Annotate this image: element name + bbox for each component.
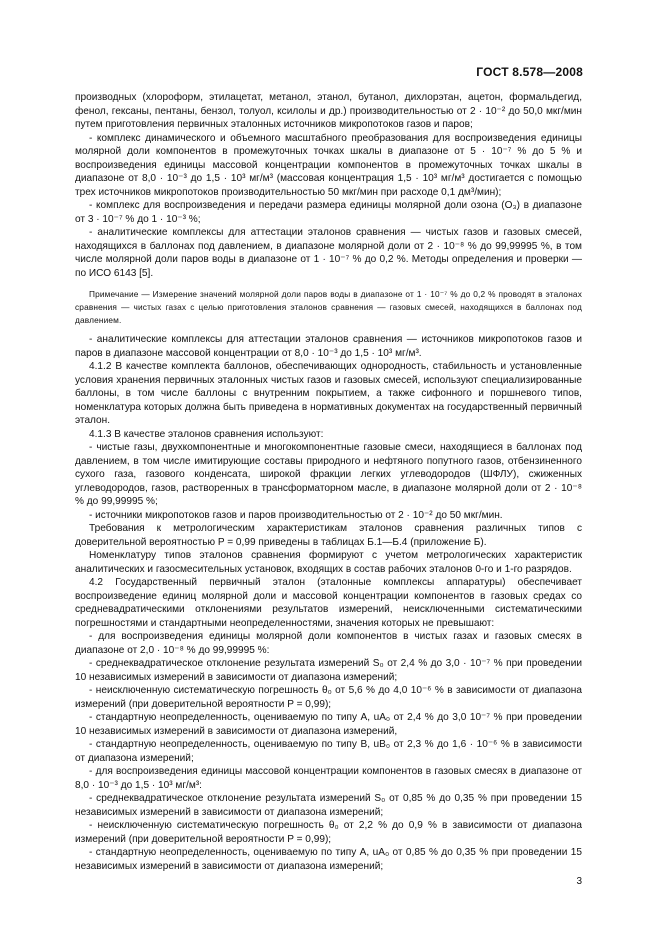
paragraph: Номенклатуру типов эталонов сравнения формируют с учетом метрологических характеристик аналитических и газосмесительных установок, входящих в состав рабочих эталонов 0-го и 1-го разрядов. <box>75 550 582 575</box>
paragraph: - стандартную неопределенность, оцениваемую по типу А, uA₀ от 2,4 % до 3,0 10⁻⁷ % при проведении 10 независимых измерений в зависимости от диапазона измерений, <box>75 712 582 737</box>
body-text <box>75 91 582 873</box>
paragraph: - неисключенную систематическую погрешность θ₀ от 5,6 % до 4,0 10⁻⁶ % в зависимости от диапазона измерений (при доверительной вероятности P = 0,99); <box>75 685 582 710</box>
paragraph: - среднеквадратическое отклонение результата измерений S₀ от 0,85 % до 0,35 % при проведении 15 независимых измерений в зависимости от диапазона измерений; <box>75 793 582 818</box>
paragraph: Требования к метрологическим характеристикам эталонов сравнения различных типов с доверительной вероятностью P = 0,99 приведены в таблицах Б.1—Б.4 (приложение Б). <box>75 523 582 548</box>
note: Примечание — Измерение значений молярной доли паров воды в диапазоне от 1 · 10⁻⁷ % до 0,2 % проводят в эталонах сравнения — чистых газах с целью приготовления эталонов сравнения — газовых смесей, находящихся в баллонах под давлением. <box>75 289 582 325</box>
paragraph: - для воспроизведения единицы молярной доли компонентов в чистых газах и газовых смесях в диапазоне от 2,0 · 10⁻⁸ % до 99,99995 %: <box>75 631 582 656</box>
paragraph: - среднеквадратическое отклонение результата измерений S₀ от 2,4 % до 3,0 · 10⁻⁷ % при проведении 10 независимых измерений в зависимости от диапазона измерений; <box>75 658 582 683</box>
paragraph: - аналитические комплексы для аттестации эталонов сравнения — источников микропотоков газов и паров в диапазоне массовой концентрации от 8,0 · 10⁻³ до 1,5 · 10³ мг/м³. <box>75 334 582 359</box>
standard-header: ГОСТ 8.578—2008 <box>476 65 583 79</box>
paragraph: - стандартную неопределенность, оцениваемую по типу В, uB₀ от 2,3 % до 1,6 · 10⁻⁶ % в зависимости от диапазона измерений; <box>75 739 582 764</box>
paragraph: - комплекс для воспроизведения и передачи размера единицы молярной доли озона (O₃) в диапазоне от 3 · 10⁻⁷ % до 1 · 10⁻³ %; <box>75 200 582 225</box>
page-number: 3 <box>576 876 582 887</box>
paragraph: - для воспроизведения единицы массовой концентрации компонентов в газовых смесях в диапазоне от 8,0 · 10⁻³ до 1,5 · 10³ мг/м³: <box>75 766 582 791</box>
paragraph: 4.1.3 В качестве эталонов сравнения используют: <box>89 428 324 440</box>
paragraph: - стандартную неопределенность, оцениваемую по типу А, uA₀ от 0,85 % до 0,35 % при проведении 15 независимых измерений в зависимости от диапазона измерений; <box>75 847 582 872</box>
paragraph: 4.2 Государственный первичный эталон (эталонные комплексы аппаратуры) обеспечивает воспроизведение единиц молярной доли и массовой концентрации компонентов в газовых средах со средневадратическими отклонениями результатов измерений, неисключенными систематическими погрешностями и стандартными неопределенностями, значения которых не превышают: <box>75 577 582 629</box>
paragraph: производных (хлороформ, этилацетат, метанол, этанол, бутанол, дихлорэтан, ацетон, формальдегид, фенол, гексаны, пентаны, бензол, толуол, ксилолы и др.) производительностью от 2 · 10⁻² до 50,0 мкг/мин путем приготовления первичных эталонных источников микропотоков газов и паров; <box>75 92 582 130</box>
paragraph: - чистые газы, двухкомпонентные и многокомпонентные газовые смеси, находящиеся в баллонах под давлением, в том числе имитирующие составы природного и нефтяного попутного газов, отбензиненного сухого газа, газового конденсата, широкой фракции легких углеводородов (ШФЛУ), сжиженных углеводородов, газов, растворенных в трансформаторном масле, в диапазоне молярной доли от 2 · 10⁻⁸ % до 99,99995 %; <box>75 442 582 507</box>
paragraph: - комплекс динамического и объемного масштабного преобразования для воспроизведения единицы молярной доли компонентов в промежуточных точках шкалы в диапазоне от 5 · 10⁻⁷ % до 5 % и воспроизведения единицы массовой концентрации компонентов в промежуточных точках шкалы в диапазоне от 8,0 · 10⁻³ до 1,5 · 10³ мг/м³ (массовая концентрация 1,5 · 10³ мг/м³ достигается с помощью трех источников микропотоков производительностью 50 мкг/мин при расходе 0,1 дм³/мин); <box>75 132 582 198</box>
paragraph: - аналитические комплексы для аттестации эталонов сравнения — чистых газов и газовых смесей, находящихся в баллонах под давлением, в диапазоне молярной доли от 2 · 10⁻⁸ % до 99,99995 %, в том числе молярной доли паров воды в диапазоне от 1 · 10⁻⁷ % до 0,2 %. Методы определения и проверки — по ИСО 6143 [5]. <box>75 227 582 279</box>
paragraph: - неисключенную систематическую погрешность θ₀ от 2,2 % до 0,9 % в зависимости от диапазона измерений (при доверительной вероятности P = 0,99); <box>75 820 582 845</box>
paragraph: 4.1.2 В качестве комплекта баллонов, обеспечивающих однородность, стабильность и установленные условия хранения первичных эталонных чистых газов и газовых смесей, используют специализированные баллоны, в том числе баллоны с внутренним покрытием, а также сифонного и поршневого типов, номенклатура которых должна быть приведена в нормативных документах на государственный первичный эталон. <box>75 361 582 426</box>
paragraph: - источники микропотоков газов и паров производительностью от 2 · 10⁻² до 50 мкг/мин. <box>89 509 503 521</box>
